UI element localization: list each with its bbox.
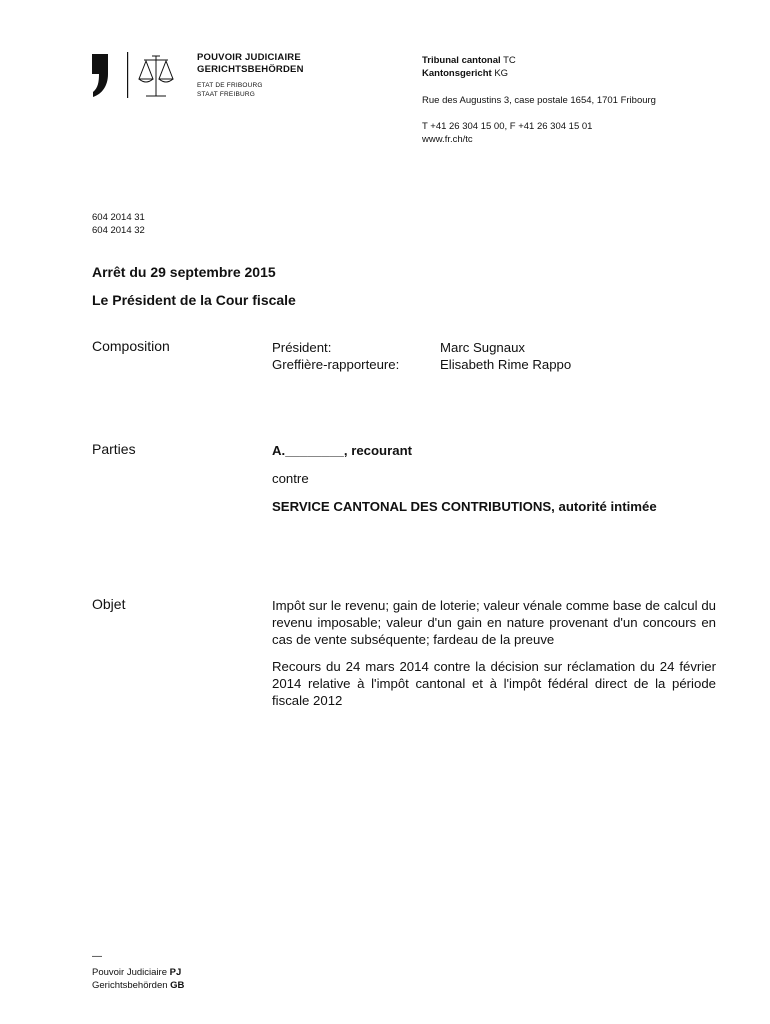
court-name [422,54,516,80]
footer [92,966,184,992]
document-title: Arrêt du 29 septembre 2015 [92,264,276,280]
footer-dash: — [92,951,102,962]
respondent [272,498,657,515]
footer-abbr-1: PJ [169,967,182,978]
composition-name-1: Marc Sugnaux [440,340,526,355]
respondent-role: , autorité intimée [551,499,657,514]
court-address: Rue des Augustins 3, case postale 1654, 1701 Fribourg [422,95,656,106]
state-line-2: STAAT FREIBURG [197,90,256,98]
phone-fax: T +41 26 304 15 00, F +41 26 304 15 01 [422,121,593,132]
footer-line-1: Pouvoir Judiciaire [92,967,167,978]
court-contact [422,120,592,146]
court-fr-name: Tribunal cantonal [422,55,501,66]
logo-divider [127,52,128,98]
court-de-abbr: KG [494,68,509,79]
composition-role-2: Greffière-rapporteure: [272,357,400,372]
case-reference: 604 2014 31 [92,212,145,223]
footer-line-2: Gerichtsbehörden [92,980,168,991]
case-references [92,211,145,237]
objet-label: Objet [92,596,126,612]
case-reference: 604 2014 32 [92,225,145,236]
respondent-name: SERVICE CANTONAL DES CONTRIBUTIONS [272,499,552,514]
org-line-1: POUVOIR JUDICIAIRE [197,52,301,63]
website-link[interactable]: www.fr.ch/tc [422,134,473,145]
court-de-name: Kantonsgericht [422,68,492,79]
versus-text: contre [272,471,309,486]
parties-label: Parties [92,441,136,457]
scales-of-justice-icon [139,56,173,96]
coat-of-arms-logo [90,52,185,100]
composition-label: Composition [92,338,170,354]
footer-abbr-2: GB [170,980,185,991]
composition-role-1: Président: [272,340,332,355]
comma-mark-icon [92,54,108,97]
state-line-1: ETAT DE FRIBOURG [197,82,263,89]
objet-paragraph-1: Impôt sur le revenu; gain de loterie; valeur vénale comme base de calcul du revenu imposable; valeur d'un gain en nature provenant d'un concours en cas de vente subséquente; fardeau de la preuve [272,598,716,647]
objet-paragraph-2: Recours du 24 mars 2014 contre la décision sur réclamation du 24 février 2014 relative à l'impôt cantonal et à l'impôt fédéral direct de la période fiscale 2012 [272,659,716,708]
org-line-2: GERICHTSBEHÖRDEN [197,64,304,75]
organisation-name [197,52,304,76]
state-name [197,82,263,99]
composition-name-2: Elisabeth Rime Rappo [440,357,572,372]
court-fr-abbr: TC [503,55,516,66]
appellant: A.________, recourant [272,443,413,458]
document-subtitle: Le Président de la Cour fiscale [92,292,296,308]
